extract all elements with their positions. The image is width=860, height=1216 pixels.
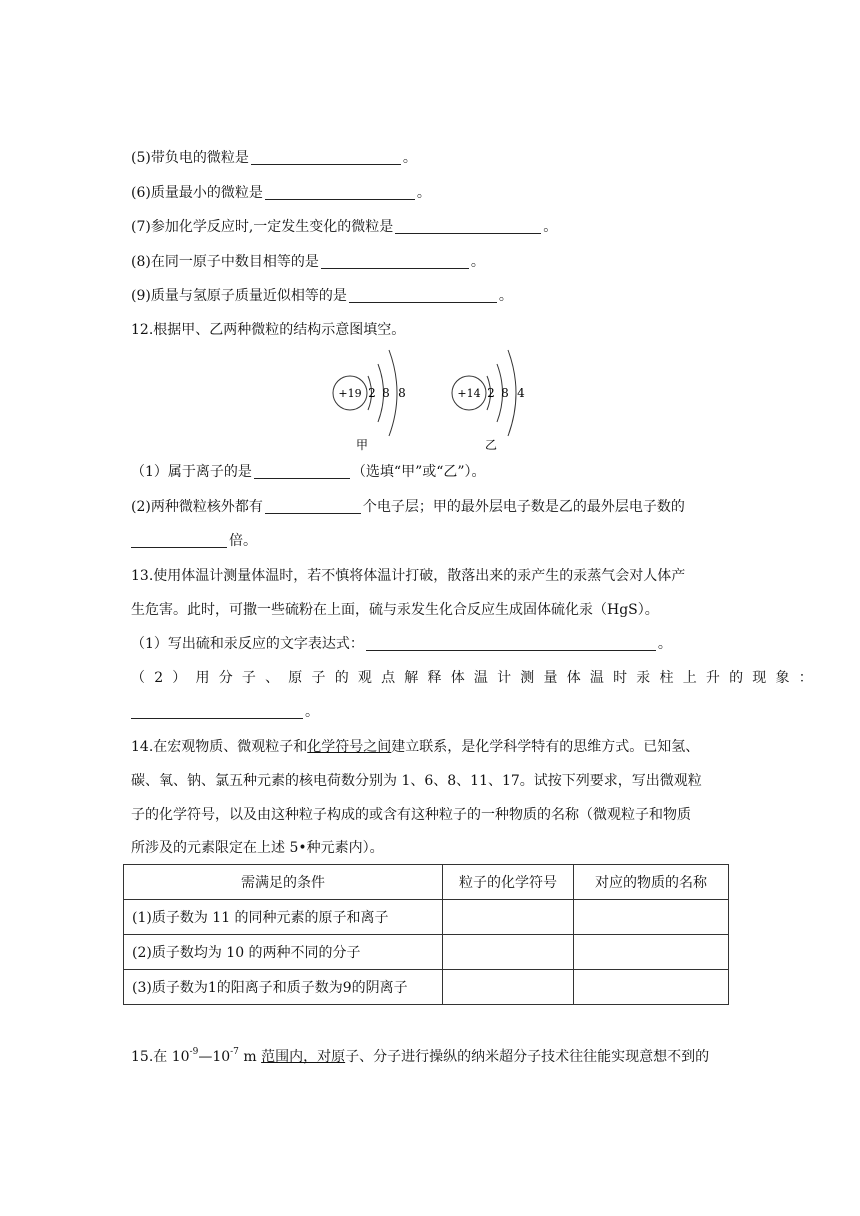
q15-stem-line-1: 15.在 $10^{-9}—10^{-7}$ m 范围内，对原子、分子进行操纵的纳米超分子技术往往能实现意想不到的 bbox=[131, 1047, 710, 1065]
q11-item-6: (6)质量最小的微粒是 。 bbox=[131, 185, 431, 201]
answer-blank[interactable] bbox=[366, 635, 656, 651]
diagram-label: 甲 bbox=[355, 438, 369, 452]
q12-part-2: (2)两种微粒核外都有 个电子层；甲的最外层电子数是乙的最外层电子数的 bbox=[131, 499, 685, 515]
q11-item-9: (9)质量与氢原子质量近似相等的是 。 bbox=[131, 288, 513, 304]
q11-item-7: (7)参加化学反应时,一定发生变化的微粒是 。 bbox=[131, 219, 558, 235]
answer-blank[interactable] bbox=[251, 149, 401, 165]
q13-stem-line-2: 生危害。此时，可撒一些硫粉在上面，硫与汞发生化合反应生成固体硫化汞（HgS）。 bbox=[131, 602, 659, 618]
table-row bbox=[124, 900, 729, 935]
q14-stem-line-4: 所涉及的元素限定在上述 5•种元素内）。 bbox=[131, 840, 384, 856]
shell-electrons: 2 bbox=[368, 386, 376, 400]
q14-stem-line-3: 子的化学符号，以及由这种粒子构成的或含有这种粒子的一种物质的名称（微观粒子和物质 bbox=[131, 807, 691, 823]
diagram-jia bbox=[333, 350, 406, 452]
table-cell-condition: (3)质子数为1的阳离子和质子数为9的阴离子 bbox=[124, 970, 443, 1005]
shell-arc bbox=[389, 350, 397, 436]
q12-stem: 12.根据甲、乙两种微粒的结构示意图填空。 bbox=[131, 322, 406, 338]
table-row bbox=[124, 935, 729, 970]
answer-blank[interactable] bbox=[131, 703, 303, 719]
table-cell-symbol-input[interactable] bbox=[443, 900, 574, 935]
answer-blank[interactable] bbox=[321, 253, 469, 269]
table-cell-substance-input[interactable] bbox=[574, 970, 729, 1005]
q14-stem-line-1: 14.在宏观物质、微观粒子和化学符号之间建立联系，是化学科学特有的思维方式。已知氢、 bbox=[131, 739, 700, 755]
table-header-row bbox=[124, 865, 729, 900]
answer-blank[interactable] bbox=[265, 184, 415, 200]
q12-part-2-cont: 倍。 bbox=[131, 531, 257, 551]
shell-arc bbox=[508, 350, 516, 436]
q13-stem-line-1: 13.使用体温计测量体温时，若不慎将体温计打破，散落出来的汞产生的汞蒸气会对人体产 bbox=[131, 568, 686, 584]
answer-blank[interactable] bbox=[265, 498, 361, 514]
q12-part-1: （1）属于离子的是 （选填“甲”或“乙”）。 bbox=[131, 464, 486, 480]
table-header: 对应的物质的名称 bbox=[574, 865, 729, 900]
shell-electrons: 2 bbox=[487, 386, 495, 400]
q11-item-5: (5)带负电的微粒是 。 bbox=[131, 150, 417, 166]
shell-electrons: 8 bbox=[398, 386, 406, 400]
table-cell-condition: (1)质子数为 11 的同种元素的原子和离子 bbox=[124, 900, 443, 935]
shell-electrons: 4 bbox=[517, 386, 525, 400]
table-cell-substance-input[interactable] bbox=[574, 900, 729, 935]
table-row bbox=[124, 970, 729, 1005]
table-header: 粒子的化学符号 bbox=[443, 865, 574, 900]
answer-blank[interactable] bbox=[395, 218, 541, 234]
q13-part-2: （2）用分子、原子的观点解释体温计测量体温时汞柱上升的现象： bbox=[131, 670, 822, 686]
answer-blank[interactable] bbox=[131, 532, 227, 548]
answer-blank[interactable] bbox=[254, 463, 350, 479]
q14-answer-table bbox=[123, 864, 729, 1005]
answer-blank[interactable] bbox=[349, 287, 497, 303]
shell-electrons: 8 bbox=[382, 386, 390, 400]
atom-structure-diagram bbox=[318, 342, 548, 462]
table-header: 需满足的条件 bbox=[124, 865, 443, 900]
nucleus-charge: +14 bbox=[457, 387, 481, 400]
table-cell-substance-input[interactable] bbox=[574, 935, 729, 970]
q13-part-2-cont: 。 bbox=[131, 702, 319, 722]
table-cell-condition: (2)质子数均为 10 的两种不同的分子 bbox=[124, 935, 443, 970]
q14-stem-line-2: 碳、氧、钠、氯五种元素的核电荷数分别为 1、6、8、11、17。试按下列要求，写出微观粒 bbox=[131, 773, 702, 789]
table-cell-symbol-input[interactable] bbox=[443, 970, 574, 1005]
q11-item-8: (8)在同一原子中数目相等的是 。 bbox=[131, 254, 485, 270]
shell-electrons: 8 bbox=[501, 386, 509, 400]
diagram-yi bbox=[452, 350, 525, 452]
nucleus-charge: +19 bbox=[338, 387, 362, 400]
q13-part-1: （1）写出硫和汞反应的文字表达式： 。 bbox=[131, 636, 672, 652]
table-cell-symbol-input[interactable] bbox=[443, 935, 574, 970]
diagram-label: 乙 bbox=[484, 438, 498, 452]
